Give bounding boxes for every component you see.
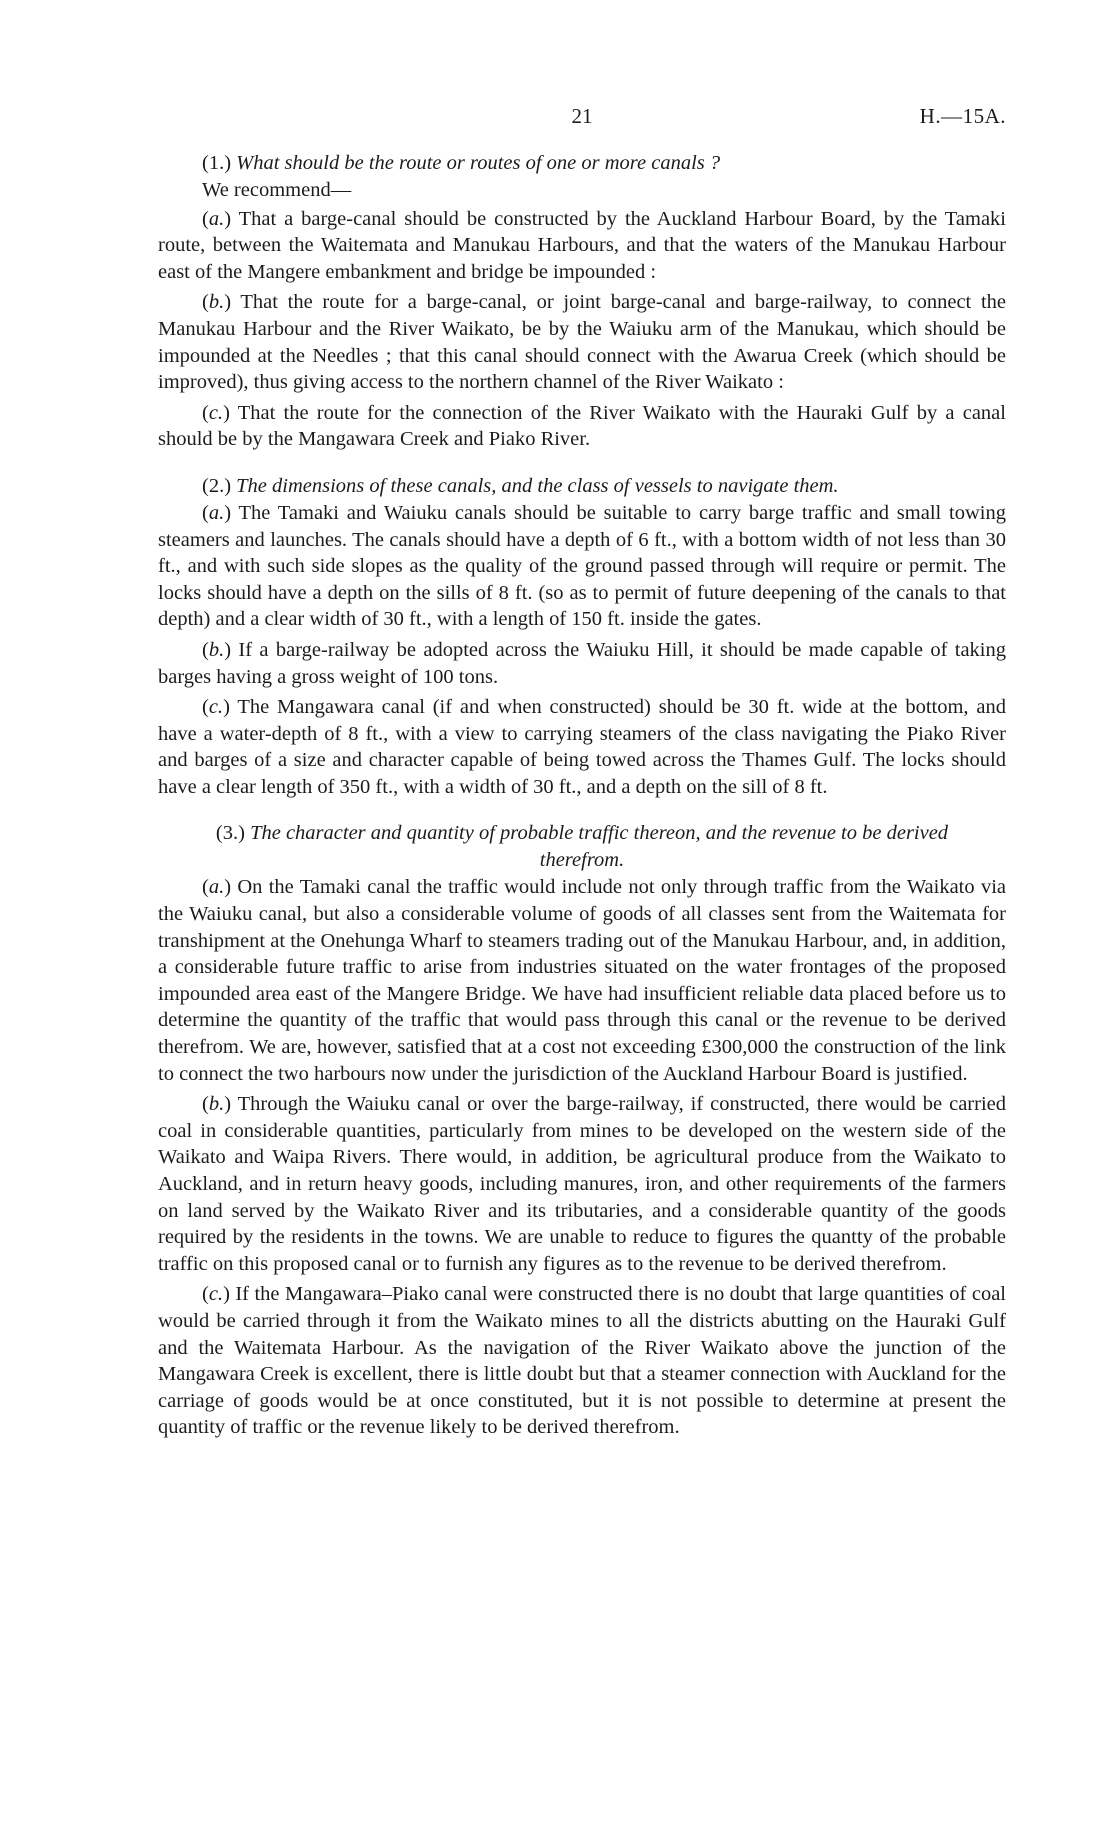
paragraph-label: c. <box>208 1283 224 1306</box>
paragraph: (b.) That the route for a barge-canal, or joint barge-canal and barge-railway, to connect the Manukau Harbour and the River Waikato, be by the Waiuku arm of the Manukau, which should be impounded at the Needles ; that this canal should connect with the Awarua Creek (which should be improved), thus giving access to the northern channel of the River Waikato : <box>158 291 1006 394</box>
paragraph: (c.) That the route for the connection of the River Waikato with the Hauraki Gulf by a canal should be by the Mangawara Creek and Piako River. <box>158 401 1006 451</box>
page-header <box>158 104 1006 138</box>
section-heading-text: The character and quantity of probable traffic thereon, and the revenue to be derived <box>250 822 949 845</box>
paragraph-label: c. <box>208 696 224 719</box>
section-heading-text: What should be the route or routes of one or more canals ? <box>236 152 721 174</box>
paragraph-text: On the Tamaki canal the traffic would include not only through traffic from the Waikato via the Waiuku canal, but also a considerable volume of goods of all classes sent from the Waitemata for transhipment at the Onehunga Wharf to steamers trading out of the Manukau Harbour, and, in addition, a considerable future traffic to arise from industries situated on the water frontages of the proposed impounded area east of the Mangere Bridge. We have had insufficient reliable data placed before us to determine the quantity of the traffic that would pass through this canal or the revenue to be derived therefrom. We are, however, satisfied that at a cost not exceeding £300,000 the construction of the link to connect the two harbours now under the jurisdiction of the Auckland Harbour Board is justified. <box>158 876 1006 1085</box>
paragraph-label: b. <box>208 291 225 314</box>
paragraph-text: The Tamaki and Waiuku canals should be suitable to carry barge traffic and small towing steamers and launches. The canals should have a depth of 6 ft., with a bottom width of not less than 30 ft., and with such side slopes as the quality of the ground passed through will require or permit. The locks should have a depth on the sills of 8 ft. (so as to permit of future deepening of the canals to that depth) and a clear width of 30 ft., with a length of 150 ft. inside the gates. <box>158 501 1006 631</box>
paragraph: (a.) The Tamaki and Waiuku canals should be suitable to carry barge traffic and small towing steamers and launches. The canals should have a depth of 6 ft., with a bottom width of not less than 30 ft., and with such side slopes as the quality of the ground passed through will require or permit. The locks should have a depth on the sills of 8 ft. (so as to permit of future deepening of the canals to that depth) and a clear width of 30 ft., with a length of 150 ft. inside the gates. <box>158 501 1006 631</box>
intro-text: We recommend— <box>202 179 352 201</box>
paragraph: (a.) On the Tamaki canal the traffic would include not only through traffic from the Waikato via the Waiuku canal, but also a considerable volume of goods of all classes sent from the Waitemata for transhipment at the Onehunga Wharf to steamers trading out of the Manukau Harbour, and, in addition, a considerable future traffic to arise from industries situated on the water frontages of the proposed impounded area east of the Mangere Bridge. We have had insufficient reliable data placed before us to determine the quantity of the traffic that would pass through this canal or the revenue to be derived therefrom. We are, however, satisfied that at a cost not exceeding £300,000 the construction of the link to connect the two harbours now under the jurisdiction of the Auckland Harbour Board is justified. <box>158 876 1006 1085</box>
section-3 <box>158 820 1006 1440</box>
section-number: (3.) <box>215 822 245 845</box>
section-heading <box>158 473 1006 500</box>
section-heading-text-continued: therefrom. <box>539 849 625 872</box>
section-number: (1.) <box>202 152 232 174</box>
paragraph-label: c. <box>208 401 224 424</box>
section-heading <box>158 150 1006 177</box>
document-page <box>158 104 1006 1441</box>
paragraph-label: a. <box>208 207 225 230</box>
paragraph-label: b. <box>208 1093 225 1116</box>
paragraph-text: That the route for the connection of the River Waikato with the Hauraki Gulf by a canal should be by the Mangawara Creek and Piako River. <box>158 401 1006 451</box>
paragraph-text: The Mangawara canal (if and when constructed) should be 30 ft. wide at the bottom, and have a water-depth of 8 ft., with a view to carrying steamers of the class navigating the Piako River and barges of a size and character capable of being towed across the Thames Gulf. The locks should have a clear length of 350 ft., with a width of 30 ft., and a depth on the sill of 8 ft. <box>158 696 1006 798</box>
paragraph-label: b. <box>208 638 225 661</box>
paragraph-text: That a barge-canal should be constructed by the Auckland Harbour Board, by the Tamaki route, between the Waitemata and Manukau Harbours, and that the waters of the Manukau Harbour east of the Mangere embankment and bridge be impounded : <box>158 207 1006 283</box>
section-heading-text: The dimensions of these canals, and the class of vessels to navigate them. <box>236 474 839 497</box>
paragraph: (a.) That a barge-canal should be constructed by the Auckland Harbour Board, by the Tamaki route, between the Waitemata and Manukau Harbours, and that the waters of the Manukau Harbour east of the Mangere embankment and bridge be impounded : <box>158 207 1006 283</box>
paragraph-text: That the route for a barge-canal, or joint barge-canal and barge-railway, to connect the Manukau Harbour and the River Waikato, be by the Waiuku arm of the Manukau, which should be impounded at the Needles ; that this canal should connect with the Awarua Creek (which should be improved), thus giving access to the northern channel of the River Waikato : <box>158 291 1006 394</box>
paragraph-label: a. <box>208 501 225 524</box>
paragraph-text: Through the Waiuku canal or over the barge-railway, if constructed, there would be carried coal in considerable quantities, particularly from mines to be developed on the western side of the Waikato and Waipa Rivers. There would, in addition, be agricultural produce from the Waikato to Auckland, and in return heavy goods, including manures, iron, and other requirements of the farmers on land served by the Waikato River and its tributaries, and a considerable quantity of the goods required by the residents in the towns. We are unable to reduce to figures the quantty of the probable traffic on this proposed canal or to furnish any figures as to the revenue to be derived therefrom. <box>158 1093 1006 1275</box>
paragraph: (c.) If the Mangawara–Piako canal were constructed there is no doubt that large quantities of coal would be carried through it from the Waikato mines to all the districts abutting on the Hauraki Gulf and the Waitemata Harbour. As the navigation of the River Waikato above the junction of the Mangawara Creek is excellent, there is little doubt but that a steamer connection with Auckland for the carriage of goods would be at once constituted, but it is not possible to determine at present the quantity of traffic or the revenue likely to be derived therefrom. <box>158 1283 1006 1439</box>
section-2 <box>158 473 1006 801</box>
section-1 <box>158 150 1006 453</box>
paragraph: (b.) Through the Waiuku canal or over the barge-railway, if constructed, there would be carried coal in considerable quantities, particularly from mines to be developed on the western side of the Waikato and Waipa Rivers. There would, in addition, be agricultural produce from the Waikato to Auckland, and in return heavy goods, including manures, iron, and other requirements of the farmers on land served by the Waikato River and its tributaries, and a considerable quantity of the goods required by the residents in the towns. We are unable to reduce to figures the quantty of the probable traffic on this proposed canal or to furnish any figures as to the revenue to be derived therefrom. <box>158 1093 1006 1275</box>
paragraph-text: If the Mangawara–Piako canal were constructed there is no doubt that large quantities of coal would be carried through it from the Waikato mines to all the districts abutting on the Hauraki Gulf and the Waitemata Harbour. As the navigation of the River Waikato above the junction of the Mangawara Creek is excellent, there is little doubt but that a steamer connection with Auckland for the carriage of goods would be at once constituted, but it is not possible to determine at present the quantity of traffic or the revenue likely to be derived therefrom. <box>158 1283 1006 1439</box>
paragraph: (c.) The Mangawara canal (if and when constructed) should be 30 ft. wide at the bottom, and have a water-depth of 8 ft., with a view to carrying steamers of the class navigating the Piako River and barges of a size and character capable of being towed across the Thames Gulf. The locks should have a clear length of 350 ft., with a width of 30 ft., and a depth on the sill of 8 ft. <box>158 696 1006 798</box>
section-heading <box>158 820 1006 874</box>
section-number: (2.) <box>202 474 232 497</box>
paragraph-text: If a barge-railway be adopted across the Waiuku Hill, it should be made capable of taking barges having a gross weight of 100 tons. <box>158 638 1006 688</box>
document-reference: H.—15A. <box>919 104 1006 128</box>
paragraph: (b.) If a barge-railway be adopted across the Waiuku Hill, it should be made capable of taking barges having a gross weight of 100 tons. <box>158 638 1006 688</box>
paragraph-label: a. <box>208 876 225 899</box>
page-number: 21 <box>571 104 593 128</box>
